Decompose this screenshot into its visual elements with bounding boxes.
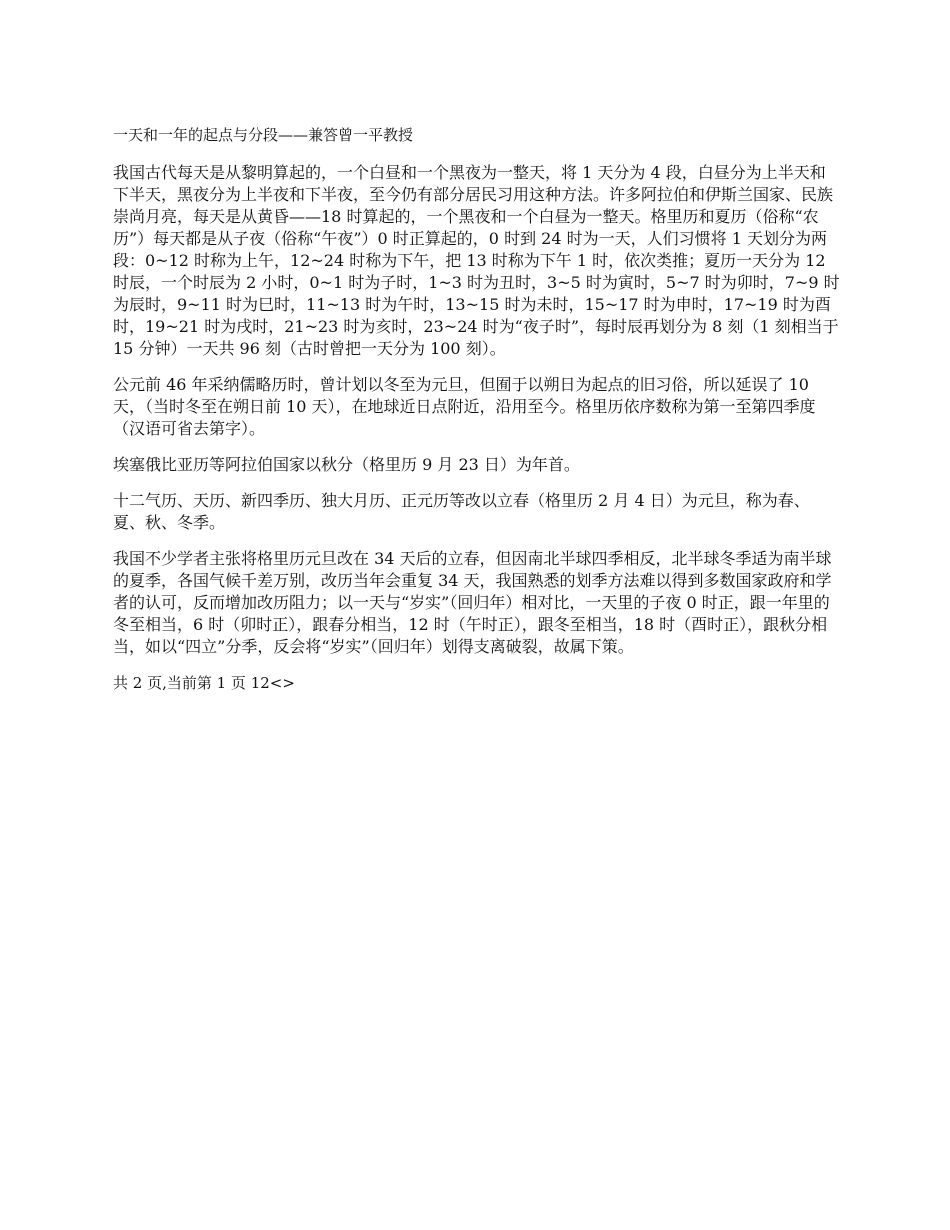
page-link-1[interactable]: 1 (250, 674, 261, 692)
prev-page-link[interactable]: < (269, 674, 283, 692)
paragraph-julian-calendar: 公元前 46 年采纳儒略历时，曾计划以冬至为元旦，但囿于以朔日为起点的旧习俗，所以延误了 10 天，（当时冬至在朔日前 10 天），在地球近日点附近，沿用至今。格里历依序数称为第一至第四季度（汉语可省去第字）。 (113, 375, 816, 438)
document-title: 一天和一年的起点与分段——兼答曾一平教授 (113, 126, 414, 144)
next-page-link[interactable]: > (282, 674, 295, 692)
pagination-summary: 共 2 页,当前第 1 页 (113, 674, 251, 692)
document-page (113, 124, 840, 694)
paragraph-day-division: 我国古代每天是从黎明算起的，一个白昼和一个黑夜为一整天，将 1 天分为 4 段，白昼分为上半天和下半天，黑夜分为上半夜和下半夜，至今仍有部分居民习用这种方法。许多阿拉伯和伊斯兰国家、民族崇尚月亮，每天是从黄昏——18 时算起的，一个黑夜和一个白昼为一整天。格里历和夏历（俗称“农历”）每天都是从子夜（俗称“午夜”）0 时正算起的，0 时到 24 时为一天，人们习惯将 1 天划分为两段：0~12 时称为上午，12~24 时称为下午，把 13 时称为下午 1 时，依次类推；夏历一天分为 12 时辰，一个时辰为 2 小时，0~1 时为子时，1~3 时为丑时，3~5 时为寅时，5~7 时为卯时，7~9 时为辰时，9~11 时为巳时，11~13 时为午时，13~15 时为未时，15~17 时为申时，17~19 时为酉时，19~21 时为戌时，21~23 时为亥时，23~24 时为“夜子时”，每时辰再划分为 8 刻（1 刻相当于 15 分钟）一天共 96 刻（古时曾把一天分为 100 刻）。 (113, 163, 840, 358)
pagination (113, 672, 840, 694)
paragraph-scholars-proposal: 我国不少学者主张将格里历元旦改在 34 天后的立春，但因南北半球四季相反，北半球冬季适为南半球的夏季，各国气候千差万别，改历当年会重复 34 天，我国熟悉的划季方法难以得到多数国家政府和学者的认可，反而增加改历阻力；以一天与“岁实”（回归年）相对比，一天里的子夜 0 时正，跟一年里的冬至相当，6 时（卯时正），跟春分相当，12 时（午时正），跟冬至相当，18 时（酉时正），跟秋分相当，如以“四立”分季，反会将“岁实”（回归年）划得支离破裂，故属下策。 (113, 549, 832, 656)
page-link-2[interactable]: 2 (260, 674, 270, 692)
paragraph-spring-new-year: 十二气历、天历、新四季历、独大月历、正元历等改以立春（格里历 2 月 4 日）为元旦，称为春、夏、秋、冬季。 (113, 491, 810, 532)
paragraph-ethiopian-calendar: 埃塞俄比亚历等阿拉伯国家以秋分（格里历 9 月 23 日）为年首。 (113, 455, 580, 474)
